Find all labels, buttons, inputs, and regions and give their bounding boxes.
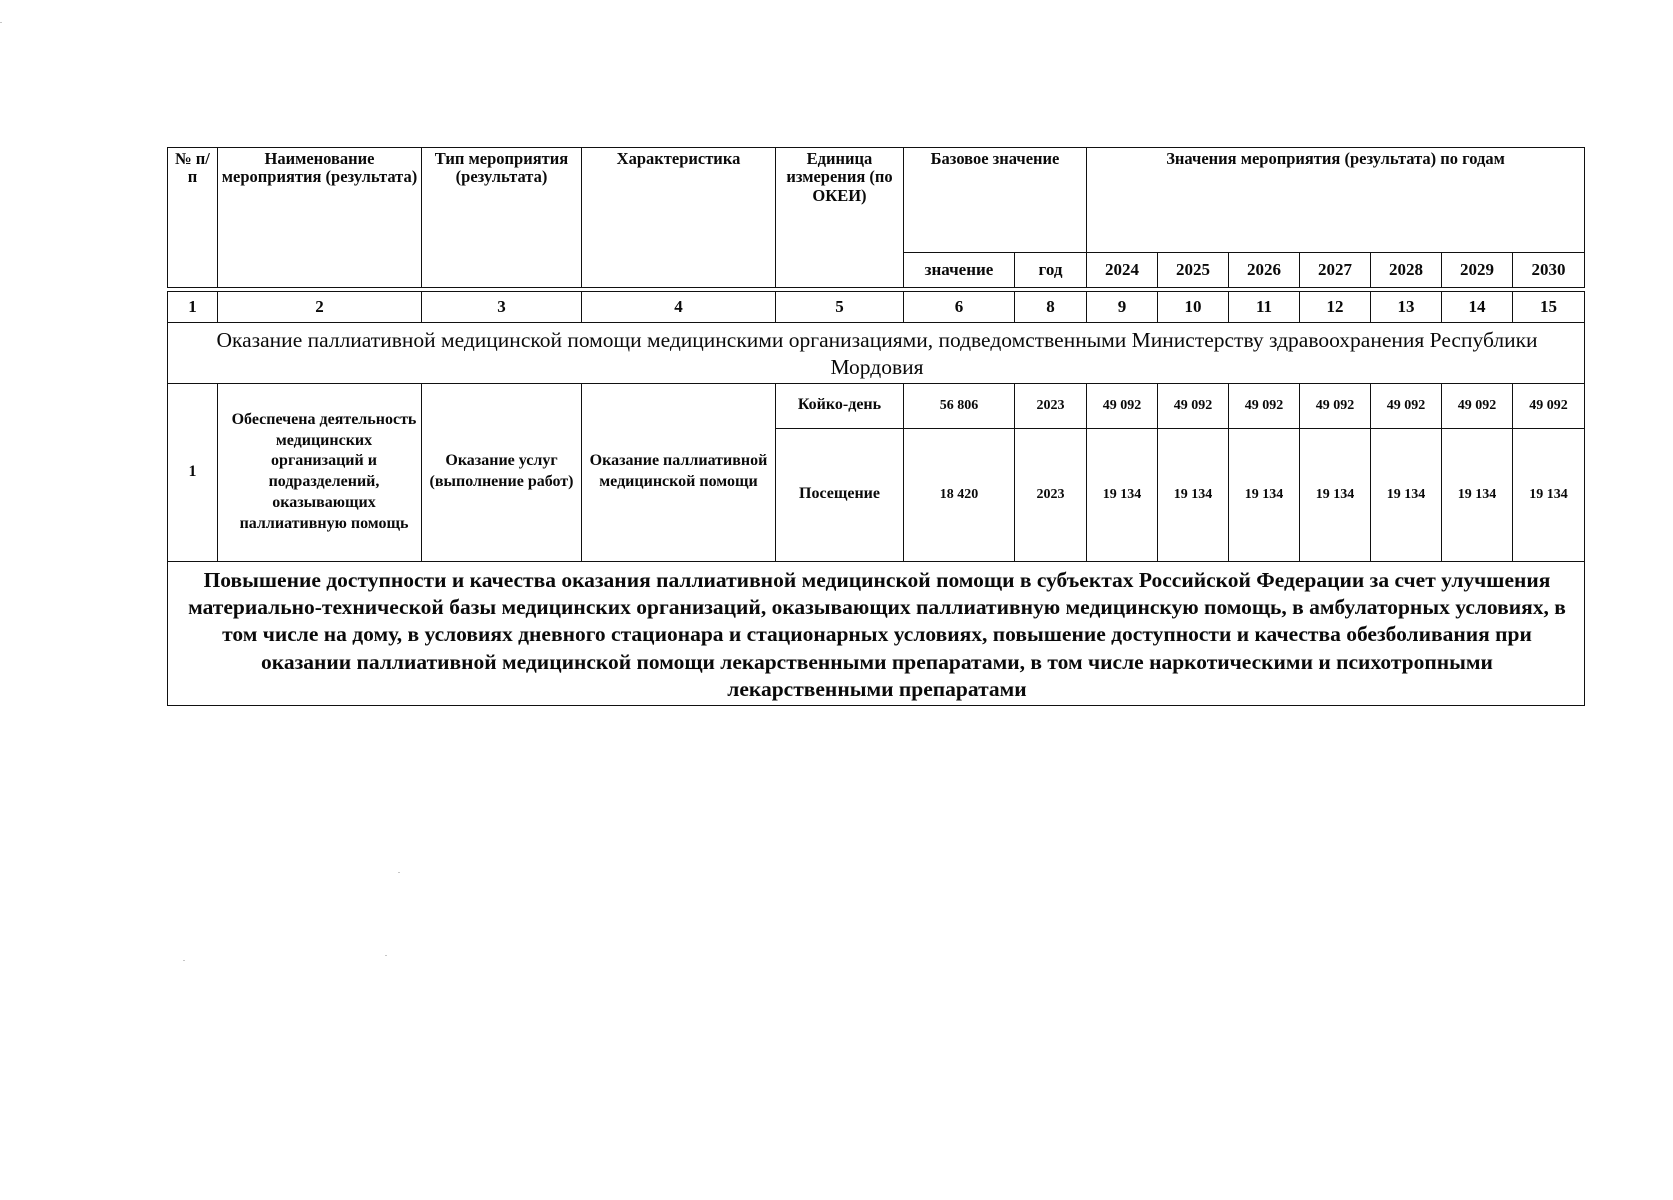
header-unit: Единица измерения (по ОКЕИ) [776,148,904,288]
data-row [168,383,1585,428]
column-number: 9 [1087,292,1158,323]
column-number: 14 [1442,292,1513,323]
row-year-value: 19 134 [1300,428,1371,561]
header-type: Тип мероприятия (результата) [422,148,582,288]
header-year: 2029 [1442,253,1513,288]
row-year-value: 49 092 [1442,383,1513,428]
column-number: 6 [904,292,1015,323]
scan-speck [183,960,185,961]
column-number: 8 [1015,292,1087,323]
row-year-value: 49 092 [1087,383,1158,428]
section-row [168,323,1585,384]
header-year: 2024 [1087,253,1158,288]
column-numbers-row [168,292,1585,323]
scan-speck [385,955,387,956]
column-number: 13 [1371,292,1442,323]
header-base: Базовое значение [904,148,1087,253]
row-name: Обеспечена деятельность медицинских организаций и подразделений, оказывающих паллиативную помощь [218,383,422,561]
row-num: 1 [168,383,218,561]
header-years-title: Значения мероприятия (результата) по годам [1087,148,1585,253]
row-unit: Посещение [776,428,904,561]
row-unit: Койко-день [776,383,904,428]
scan-speck [398,872,400,873]
table-header [167,147,1585,288]
footer-text: Повышение доступности и качества оказания паллиативной медицинской помощи в субъектах Российской Федерации за счет улучшения материально-технической базы медицинских организаций, оказывающих паллиативную медицинскую помощь, в амбулаторных условиях, в том числе на дому, в условиях дневного стационара и стационарных условиях, повышение доступности и качества обезболивания при оказании паллиативной медицинской помощи лекарственными препаратами, в том числе наркотическими и психотропными лекарственными препаратами [168,561,1585,705]
column-number: 1 [168,292,218,323]
header-year: 2028 [1371,253,1442,288]
header-base-value: значение [904,253,1015,288]
column-number: 5 [776,292,904,323]
column-number: 15 [1513,292,1585,323]
scan-speck [0,22,2,23]
row-year-value: 19 134 [1513,428,1585,561]
row-year-value: 19 134 [1371,428,1442,561]
row-base-value: 56 806 [904,383,1015,428]
section-title: Оказание паллиативной медицинской помощи медицинскими организациями, подведомственными Министерству здравоохранения Республики Мордовия [168,323,1585,384]
footer-row [168,561,1585,705]
header-year: 2025 [1158,253,1229,288]
header-characteristic: Характеристика [582,148,776,288]
row-year-value: 49 092 [1300,383,1371,428]
header-year: 2027 [1300,253,1371,288]
row-base-year: 2023 [1015,383,1087,428]
row-type: Оказание услуг (выполнение работ) [422,383,582,561]
row-year-value: 19 134 [1087,428,1158,561]
header-year: 2030 [1513,253,1585,288]
row-year-value: 49 092 [1371,383,1442,428]
row-year-value: 49 092 [1158,383,1229,428]
column-number: 10 [1158,292,1229,323]
table-body [167,291,1585,706]
header-name: Наименование мероприятия (результата) [218,148,422,288]
column-number: 3 [422,292,582,323]
row-year-value: 49 092 [1513,383,1585,428]
column-number: 11 [1229,292,1300,323]
row-year-value: 19 134 [1229,428,1300,561]
header-year: 2026 [1229,253,1300,288]
row-base-year: 2023 [1015,428,1087,561]
row-year-value: 49 092 [1229,383,1300,428]
column-number: 12 [1300,292,1371,323]
header-num: № п/п [168,148,218,288]
row-year-value: 19 134 [1158,428,1229,561]
column-number: 2 [218,292,422,323]
column-number: 4 [582,292,776,323]
row-base-value: 18 420 [904,428,1015,561]
row-year-value: 19 134 [1442,428,1513,561]
row-characteristic: Оказание паллиативной медицинской помощи [582,383,776,561]
header-base-year: год [1015,253,1087,288]
results-table-sheet [167,147,1584,706]
